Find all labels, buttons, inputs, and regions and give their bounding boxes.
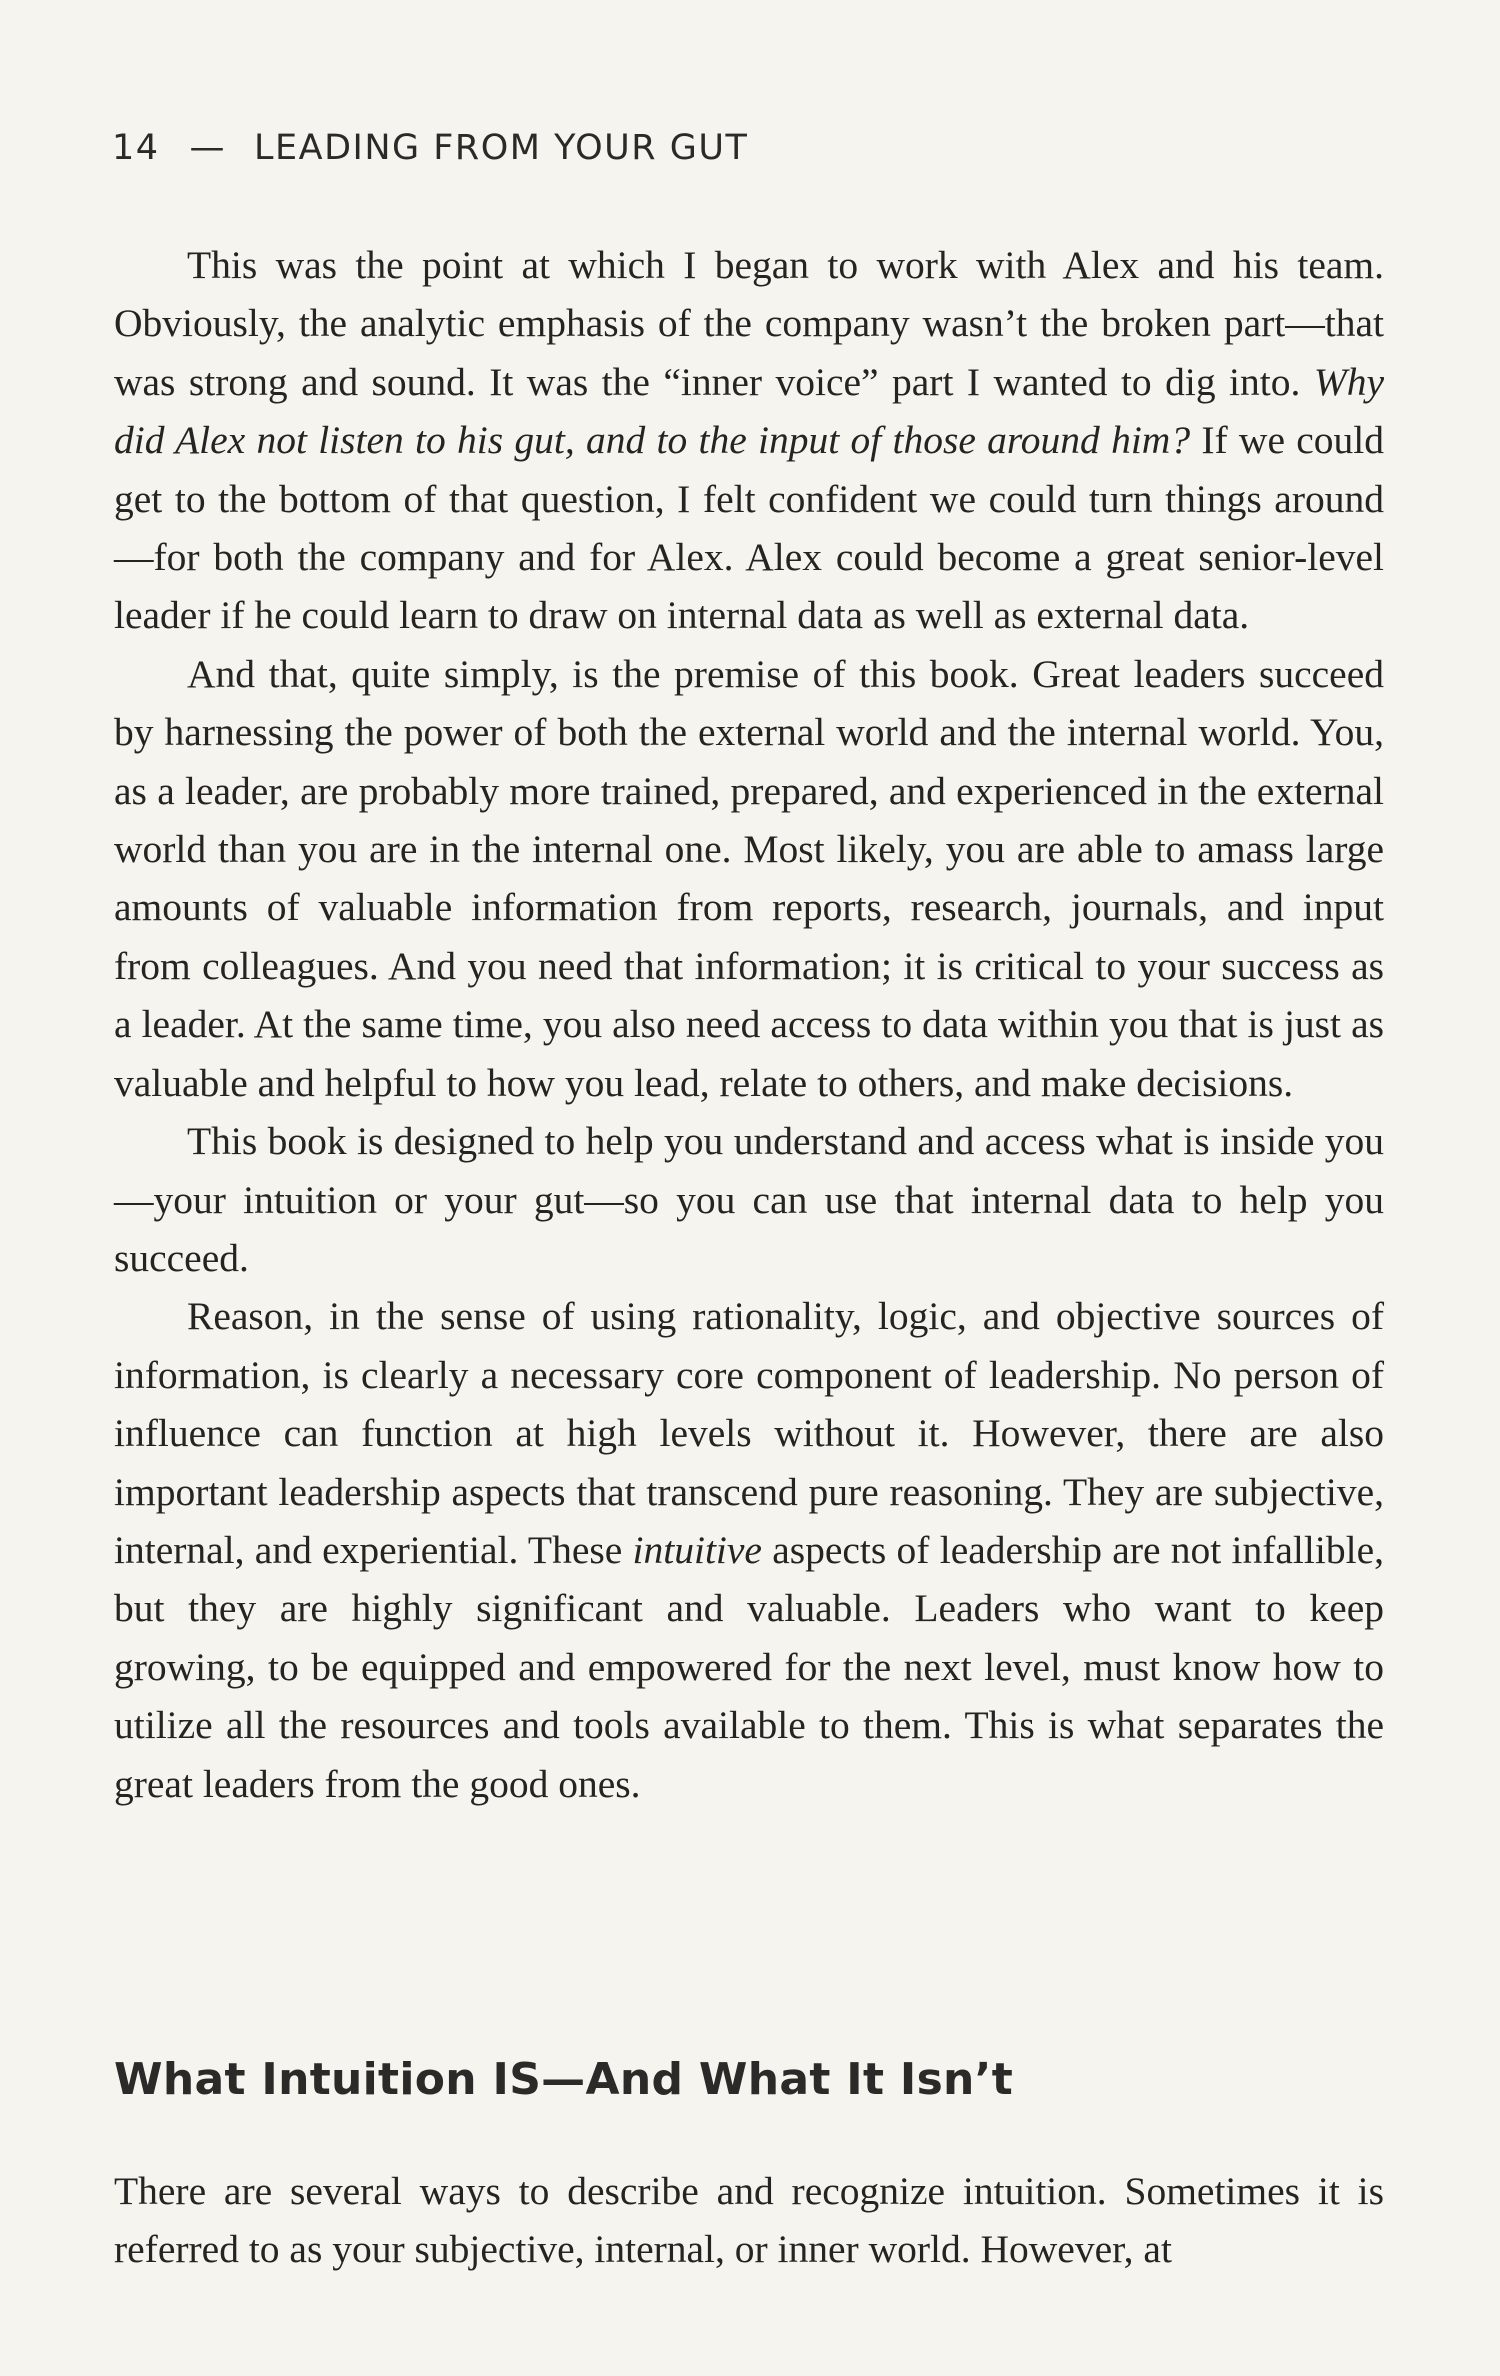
paragraph-1-italic: Why did Alex not listen to his gut, and to the input of those around him? (114, 359, 1384, 463)
paragraph-2: And that, quite simply, is the premise of this book. Great leaders succeed by harnessing the power of both the external world and the internal world. You, as a leader, are probably more trained, prepared, and experienced in the external world than you are in the internal one. Most likely, you are able to amass large amounts of valuable information from reports, research, journals, and input from colleagues. And you need that information; it is critical to your success as a leader. At the same time, you also need access to data within you that is just as valuable and helpful to how you lead, relate to others, and make decisions. (114, 651, 1384, 1105)
section-heading: What Intuition IS—And What It Isn’t (114, 2054, 1014, 2105)
running-title: LEADING FROM YOUR GUT (254, 128, 749, 168)
paragraph-4-italic: intuitive (632, 1527, 762, 1572)
running-header (112, 128, 748, 168)
paragraph-4-text-b: aspects of leadership are not infallible, but they are highly significant and valuable. Leaders who want to keep growing, to be equipped and empowered for the next level, must know how to utilize all the resources and tools available to them. This is what separates the great leaders from the good ones. (114, 1527, 1384, 1806)
section-body-text (114, 2162, 1384, 2279)
paragraph-1 (114, 236, 1384, 645)
paragraph-4-text-a: Reason, in the sense of using rationality, logic, and objective sources of information, is clearly a necessary core component of leadership. No person of influence can function at high levels without it. However, there are also important leadership aspects that transcend pure reasoning. They are subjective, internal, and experiential. These (114, 1294, 1384, 1572)
paragraph-1-text-a: This was the point at which I began to work with Alex and his team. Obviously, the analytic emphasis of the company wasn’t the broken part—that was strong and sound. It was the “inner voice” part I wanted to dig into. (114, 243, 1384, 404)
header-separator: — (189, 128, 227, 168)
main-body-text (114, 236, 1384, 1813)
section-paragraph: There are several ways to describe and recognize intuition. Sometimes it is referred to as your subjective, internal, or inner world. However, at (114, 2169, 1384, 2272)
page-number: 14 (112, 128, 160, 168)
paragraph-1-text-b: If we could get to the bottom of that question, I felt confident we could turn things around—for both the company and for Alex. Alex could become a great senior-level leader if he could learn to draw on internal data as well as external data. (114, 418, 1384, 638)
paragraph-3: This book is designed to help you understand and access what is inside you—your intuition or your gut—so you can use that internal data to help you succeed. (114, 1119, 1384, 1280)
paragraph-4 (114, 1287, 1384, 1813)
